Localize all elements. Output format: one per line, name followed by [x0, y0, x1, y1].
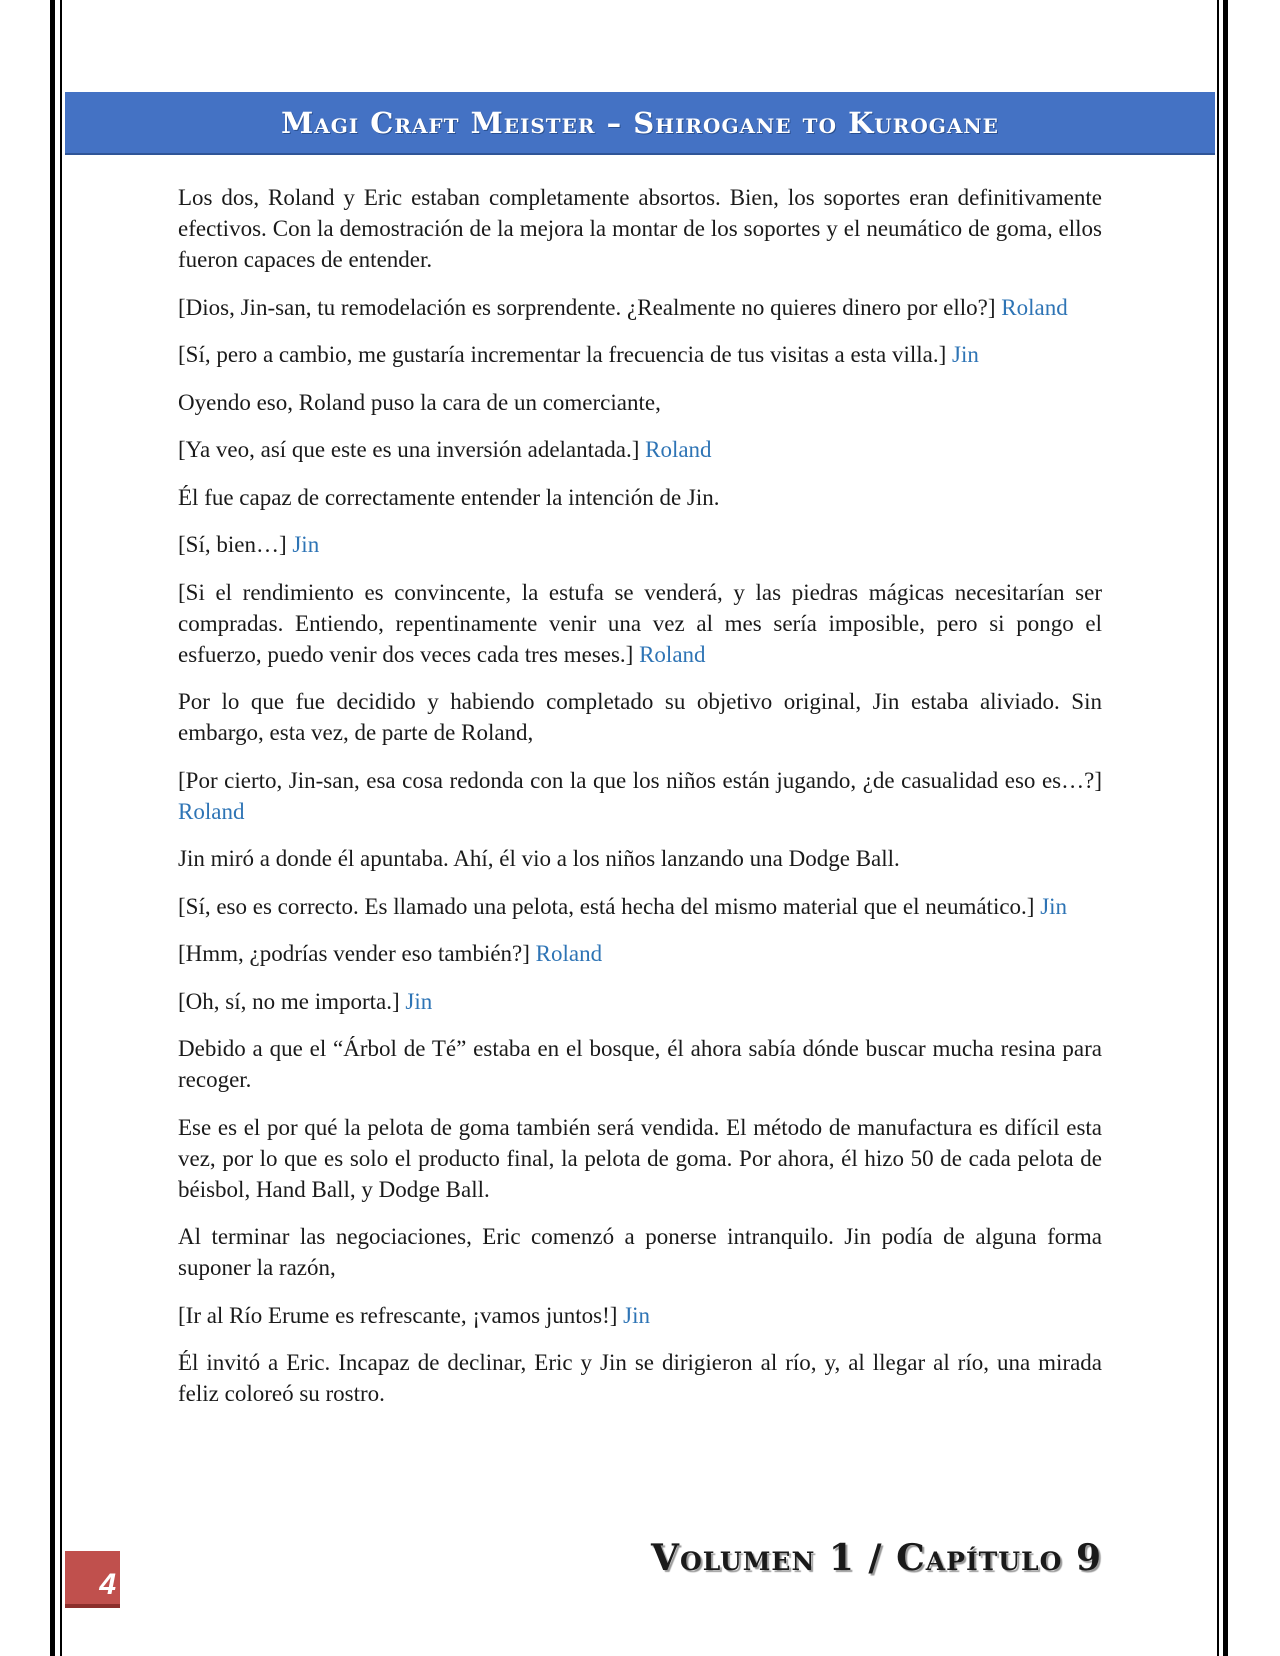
paragraph-text: [Ya veo, así que este es una inversión adelantada.] — [178, 437, 640, 462]
paragraph — [178, 339, 1102, 370]
paragraph — [178, 891, 1102, 922]
speaker-tag: Jin — [952, 342, 979, 367]
paragraph — [178, 577, 1102, 670]
paragraph — [178, 765, 1102, 827]
paragraph-text: Jin miró a donde él apuntaba. Ahí, él vio a los niños lanzando una Dodge Ball. — [178, 846, 900, 871]
speaker-tag: Roland — [535, 941, 603, 966]
paragraph-text: [Sí, eso es correcto. Es llamado una pelota, está hecha del mismo material que el neumático.] — [178, 893, 1035, 919]
page-border-left-outer — [50, 0, 55, 1656]
paragraph — [178, 686, 1102, 748]
paragraph-text: [Hmm, ¿podrías vender eso también?] — [178, 941, 530, 966]
page-number-box — [65, 1551, 120, 1608]
paragraph-text: Ese es el por qué la pelota de goma también será vendida. El método de manufactura es difícil esta vez, por lo que es solo el producto final, la pelota de goma. Por ahora, él hizo 50 de cada pelota de béisbol, Hand Ball, y Dodge Ball. — [178, 1114, 1102, 1202]
paragraph-text: Los dos, Roland y Eric estaban completamente absortos. Bien, los soportes eran definitivamente efectivos. Con la demostración de la mejora la montar de los soportes y el neumático de goma, ellos fueron capaces de entender. — [178, 185, 1102, 272]
speaker-tag: Roland — [1001, 294, 1068, 320]
paragraph-text: [Por cierto, Jin-san, esa cosa redonda con la que los niños están jugando, ¿de casualidad eso es…?] — [178, 767, 1102, 793]
document-body — [178, 182, 1102, 1426]
chapter-title: Volumen 1 / Capítulo 9 — [651, 1537, 1102, 1579]
speaker-tag: Jin — [292, 532, 320, 557]
page-title: Magi Craft Meister – Shirogane to Kurogane — [281, 105, 999, 140]
speaker-tag: Roland — [645, 437, 712, 462]
paragraph — [178, 843, 1102, 874]
paragraph — [178, 1347, 1102, 1409]
paragraph-text: Debido a que el “Árbol de Té” estaba en el bosque, él ahora sabía dónde buscar mucha resina para recoger. — [178, 1036, 1102, 1092]
page-border-right-outer — [1223, 0, 1228, 1656]
page-border-right-inner — [1217, 0, 1219, 1656]
header-band — [65, 92, 1215, 155]
speaker-tag: Roland — [639, 641, 706, 667]
paragraph — [178, 434, 1102, 465]
paragraph-text: [Ir al Río Erume es refrescante, ¡vamos juntos!] — [178, 1302, 618, 1328]
paragraph-text: Él fue capaz de correctamente entender la intención de Jin. — [178, 484, 720, 510]
paragraph-text: Él invitó a Eric. Incapaz de declinar, Eric y Jin se dirigieron al río, y, al llegar al río, una mirada feliz coloreó su rostro. — [178, 1350, 1102, 1406]
paragraph — [178, 482, 1102, 513]
paragraph — [178, 1300, 1102, 1331]
paragraph-text: [Dios, Jin-san, tu remodelación es sorprendente. ¿Realmente no quieres dinero por ello?] — [178, 294, 996, 320]
speaker-tag: Jin — [623, 1302, 650, 1328]
paragraph — [178, 938, 1102, 969]
paragraph — [178, 1033, 1102, 1095]
speaker-tag: Jin — [1040, 893, 1068, 919]
paragraph-text: Por lo que fue decidido y habiendo completado su objetivo original, Jin estaba aliviado. Sin embargo, esta vez, de parte de Roland, — [178, 689, 1102, 745]
paragraph-text: Oyendo eso, Roland puso la cara de un comerciante, — [178, 389, 661, 415]
paragraph — [178, 292, 1102, 323]
paragraph — [178, 387, 1102, 418]
paragraph-text: [Sí, pero a cambio, me gustaría incrementar la frecuencia de tus visitas a esta villa.] — [178, 342, 947, 367]
paragraph — [178, 1221, 1102, 1283]
speaker-tag: Jin — [405, 988, 433, 1014]
paragraph-text: [Sí, bien…] — [178, 532, 287, 557]
page-border-left-inner — [60, 0, 62, 1656]
paragraph-text: [Oh, sí, no me importa.] — [178, 988, 400, 1014]
paragraph-text: Al terminar las negociaciones, Eric comenzó a ponerse intranquilo. Jin podía de alguna forma suponer la razón, — [178, 1224, 1102, 1280]
paragraph — [178, 1112, 1102, 1205]
paragraph — [178, 182, 1102, 275]
paragraph — [178, 986, 1102, 1017]
paragraph — [178, 529, 1102, 560]
speaker-tag: Roland — [178, 798, 245, 824]
paragraph-text: [Si el rendimiento es convincente, la estufa se venderá, y las piedras mágicas necesitarían ser compradas. Entiendo, repentinamente venir una vez al mes sería imposible, pero si pongo el esfuerzo, puedo venir dos veces cada tres meses.] — [178, 579, 1102, 667]
page-number: 4 — [99, 1568, 116, 1601]
